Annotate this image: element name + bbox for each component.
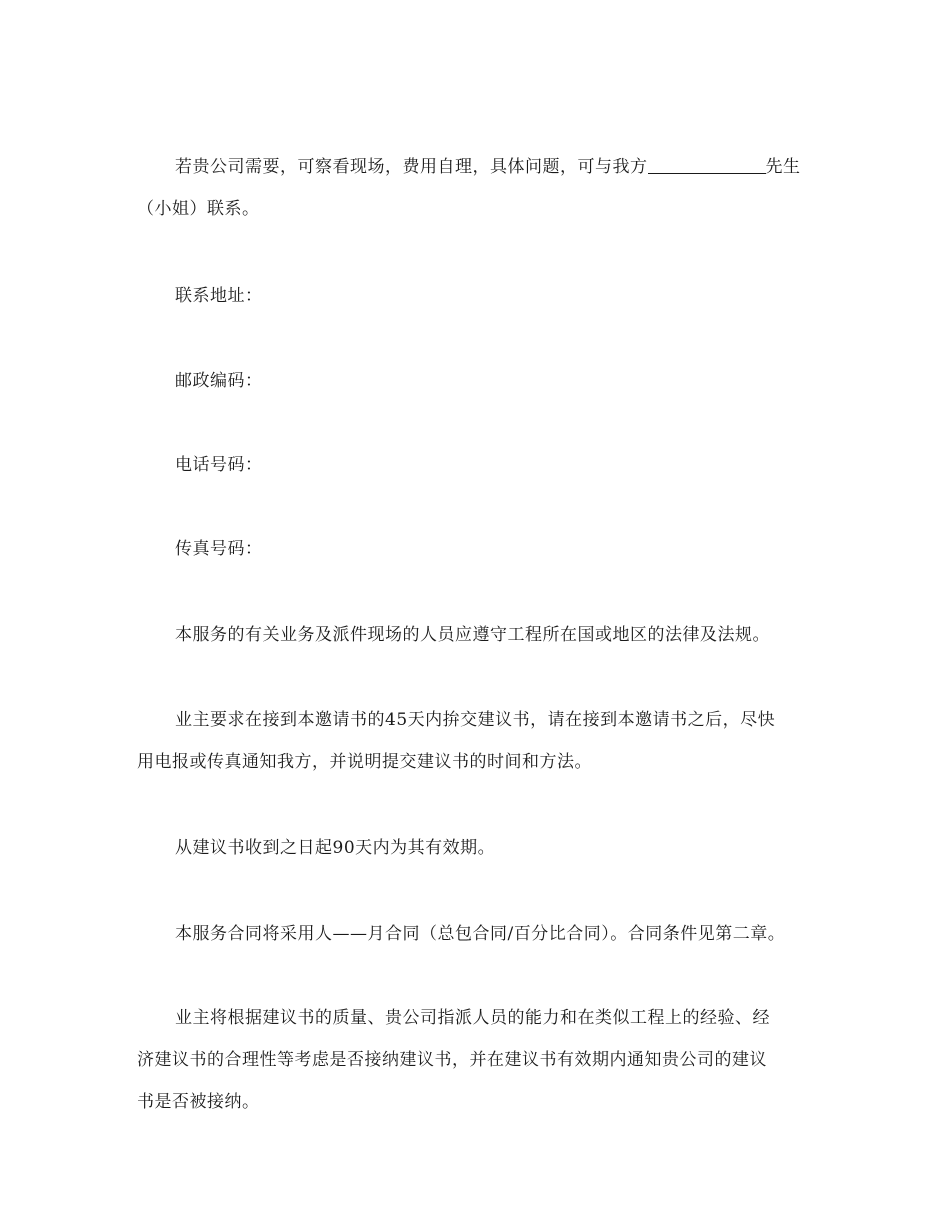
text-line: 本服务合同将采用人——月合同（总包合同/百分比合同）。合同条件见第二章。 xyxy=(175,924,786,944)
text-line: （小姐）联系。 xyxy=(137,199,260,219)
paragraph-phone-number xyxy=(137,444,817,486)
text-line: 业主将根据建议书的质量、贵公司指派人员的能力和在类似工程上的经验、经 xyxy=(175,1008,770,1028)
text-segment: 先生 xyxy=(765,157,801,177)
paragraph-evaluation xyxy=(137,997,817,1123)
text-segment: 若贵公司需要，可察看现场，费用自理，具体问题，可与我方 xyxy=(175,157,648,177)
contact-name-blank xyxy=(648,155,766,174)
paragraph-contract-type xyxy=(137,913,817,955)
paragraph-fax-number xyxy=(137,528,817,570)
contact-address-label: 联系地址： xyxy=(175,286,263,306)
text-line: 济建议书的合理性等考虑是否接纳建议书，并在建议书有效期内通知贵公司的建议 xyxy=(137,1050,767,1070)
paragraph-postal-code xyxy=(137,360,817,402)
paragraph-submission-deadline xyxy=(137,699,817,783)
paragraph-validity-period xyxy=(137,827,817,869)
paragraph-contact-address xyxy=(137,275,817,317)
text-line: 用电报或传真通知我方，并说明提交建议书的时间和方法。 xyxy=(137,752,592,772)
postal-code-label: 邮政编码： xyxy=(175,371,263,391)
text-line: 业主要求在接到本邀请书的45天内拚交建议书，请在接到本邀请书之后，尽快 xyxy=(175,710,776,730)
text-line: 从建议书收到之日起90天内为其有效期。 xyxy=(175,838,496,858)
text-line: 本服务的有关业务及派件现场的人员应遵守工程所在国或地区的法律及法规。 xyxy=(175,625,770,645)
text-line xyxy=(137,146,817,188)
text-line: 书是否被接纳。 xyxy=(137,1092,260,1112)
phone-number-label: 电话号码： xyxy=(175,455,263,475)
paragraph-laws-compliance xyxy=(137,614,817,656)
fax-number-label: 传真号码： xyxy=(175,539,263,559)
paragraph-site-visit xyxy=(137,146,817,230)
